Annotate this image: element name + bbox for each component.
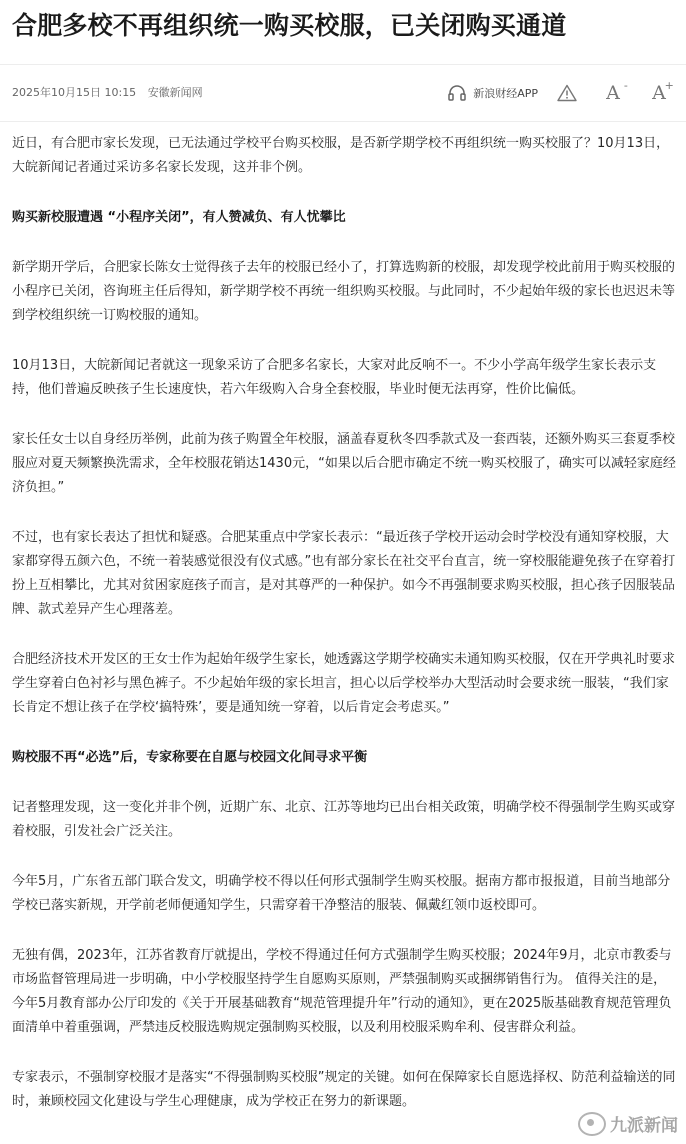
section-heading: 购买新校服遭遇 “小程序关闭”，有人赞减负、有人忧攀比 [12, 210, 346, 225]
paragraph: 记者整理发现，这一变化并非个例，近期广东、北京、江苏等地均已出台相关政策，明确学校不得强制学生购买或穿着校服，引发社会广泛关注。 [12, 800, 676, 839]
article-body [12, 132, 676, 1140]
font-increase-sign: + [664, 79, 674, 92]
font-increase-icon [652, 79, 674, 104]
app-download-link[interactable] [447, 84, 538, 102]
paragraph: 合肥经济技术开发区的王女士作为起始年级学生家长，她透露这学期学校确实未通知购买校服，仅在开学典礼时要求学生穿着白色衬衫与黑色裤子。不少起始年级的家长坦言，担心以后学校举办大型活动时会要求统一服装，“我们家长肯定不想让孩子在学校‘搞特殊’，要是通知统一穿着，以后肯定会考虑买。” [12, 652, 676, 715]
paragraph: 今年5月，广东省五部门联合发文，明确学校不得以任何形式强制学生购买校服。据南方都市报报道，目前当地部分学校已落实新规，开学前老师便通知学生，只需穿着干净整洁的服装、佩戴红领巾返校即可。 [12, 874, 671, 913]
headphones-icon [447, 84, 467, 102]
article-meta-bar [0, 64, 686, 122]
font-decrease-glyph: A [606, 82, 620, 104]
source-link[interactable]: 安徽新闻网 [147, 86, 203, 99]
article-meta [12, 84, 203, 100]
article-title: 合肥多校不再组织统一购买校服，已关闭购买通道 [12, 11, 567, 40]
paragraph: 无独有偶，2023年，江苏省教育厅就提出，学校不得通过任何方式强制学生购买校服；2024年9月，北京市教委与市场监督管理局进一步明确，中小学校服坚持学生自愿购买原则，严禁强制购买或捆绑销售行为。 值得关注的是，今年5月教育部办公厅印发的《关于开展基础教育“规范管理提升年”行动的通知》，更在2025版基础教育规范管理负面清单中着重强调，严禁违反校服选购规定强制购买校服，以及利用校服采购牟利、侵害群众利益。 [12, 948, 672, 1035]
paragraph: 不过，也有家长表达了担忧和疑惑。合肥某重点中学家长表示：“最近孩子学校开运动会时学校没有通知穿校服，大家都穿得五颜六色，不统一着装感觉很没有仪式感。”也有部分家长在社交平台直言，统一穿校服能避免孩子在穿着打扮上互相攀比，尤其对贫困家庭孩子而言，是对其尊严的一种保护。如今不再强制要求购买校服，担心孩子因服装品牌、款式差异产生心理落差。 [12, 530, 676, 617]
font-decrease-sign: - [623, 79, 628, 92]
font-decrease-icon [606, 79, 628, 104]
font-decrease-button[interactable] [602, 79, 628, 104]
publish-date: 2025年10月15日 10:15 [12, 86, 137, 99]
watermark-text: 九派新闻 [610, 1116, 678, 1136]
report-button[interactable] [556, 82, 578, 104]
paragraph: 10月13日，大皖新闻记者就这一现象采访了合肥多名家长，大家对此反响不一。不少小学高年级学生家长表示支持，他们普遍反映孩子生长速度快，若六年级购入合身全套校服，毕业时便无法再穿，性价比偏低。 [12, 358, 657, 397]
watermark [578, 1111, 678, 1136]
report-warning-icon [557, 84, 577, 102]
paragraph: 家长任女士以自身经历举例，此前为孩子购置全年校服，涵盖春夏秋冬四季款式及一套西装，还额外购买三套夏季校服应对夏天频繁换洗需求，全年校服花销达1430元，“如果以后合肥市确定不统一购买校服了，确实可以减轻家庭经济负担。” [12, 432, 676, 495]
paragraph: 新学期开学后，合肥家长陈女士觉得孩子去年的校服已经小了，打算选购新的校服，却发现学校此前用于购买校服的小程序已关闭，咨询班主任后得知，新学期学校不再统一组织购买校服。与此同时，不少起始年级的家长也迟迟未等到学校组织统一订购校服的通知。 [12, 260, 676, 323]
paragraph: 专家表示，不强制穿校服才是落实“不得强制购买校服”规定的关键。如何在保障家长自愿选择权、防范利益输送的同时，兼顾校园文化建设与学生心理健康，成为学校正在努力的新课题。 [12, 1070, 676, 1109]
weibo-logo-icon [578, 1112, 606, 1136]
section-heading: 购校服不再“必选”后，专家称要在自愿与校园文化间寻求平衡 [12, 750, 368, 765]
paragraph: 近日，有合肥市家长发现，已无法通过学校平台购买校服，是否新学期学校不再组织统一购买校服了？10月13日，大皖新闻记者通过采访多名家长发现，这并非个例。 [12, 136, 670, 175]
article-tools [447, 79, 674, 106]
app-download-label: 新浪财经APP [473, 87, 538, 100]
font-increase-glyph: A [652, 82, 666, 104]
font-increase-button[interactable] [648, 79, 674, 104]
